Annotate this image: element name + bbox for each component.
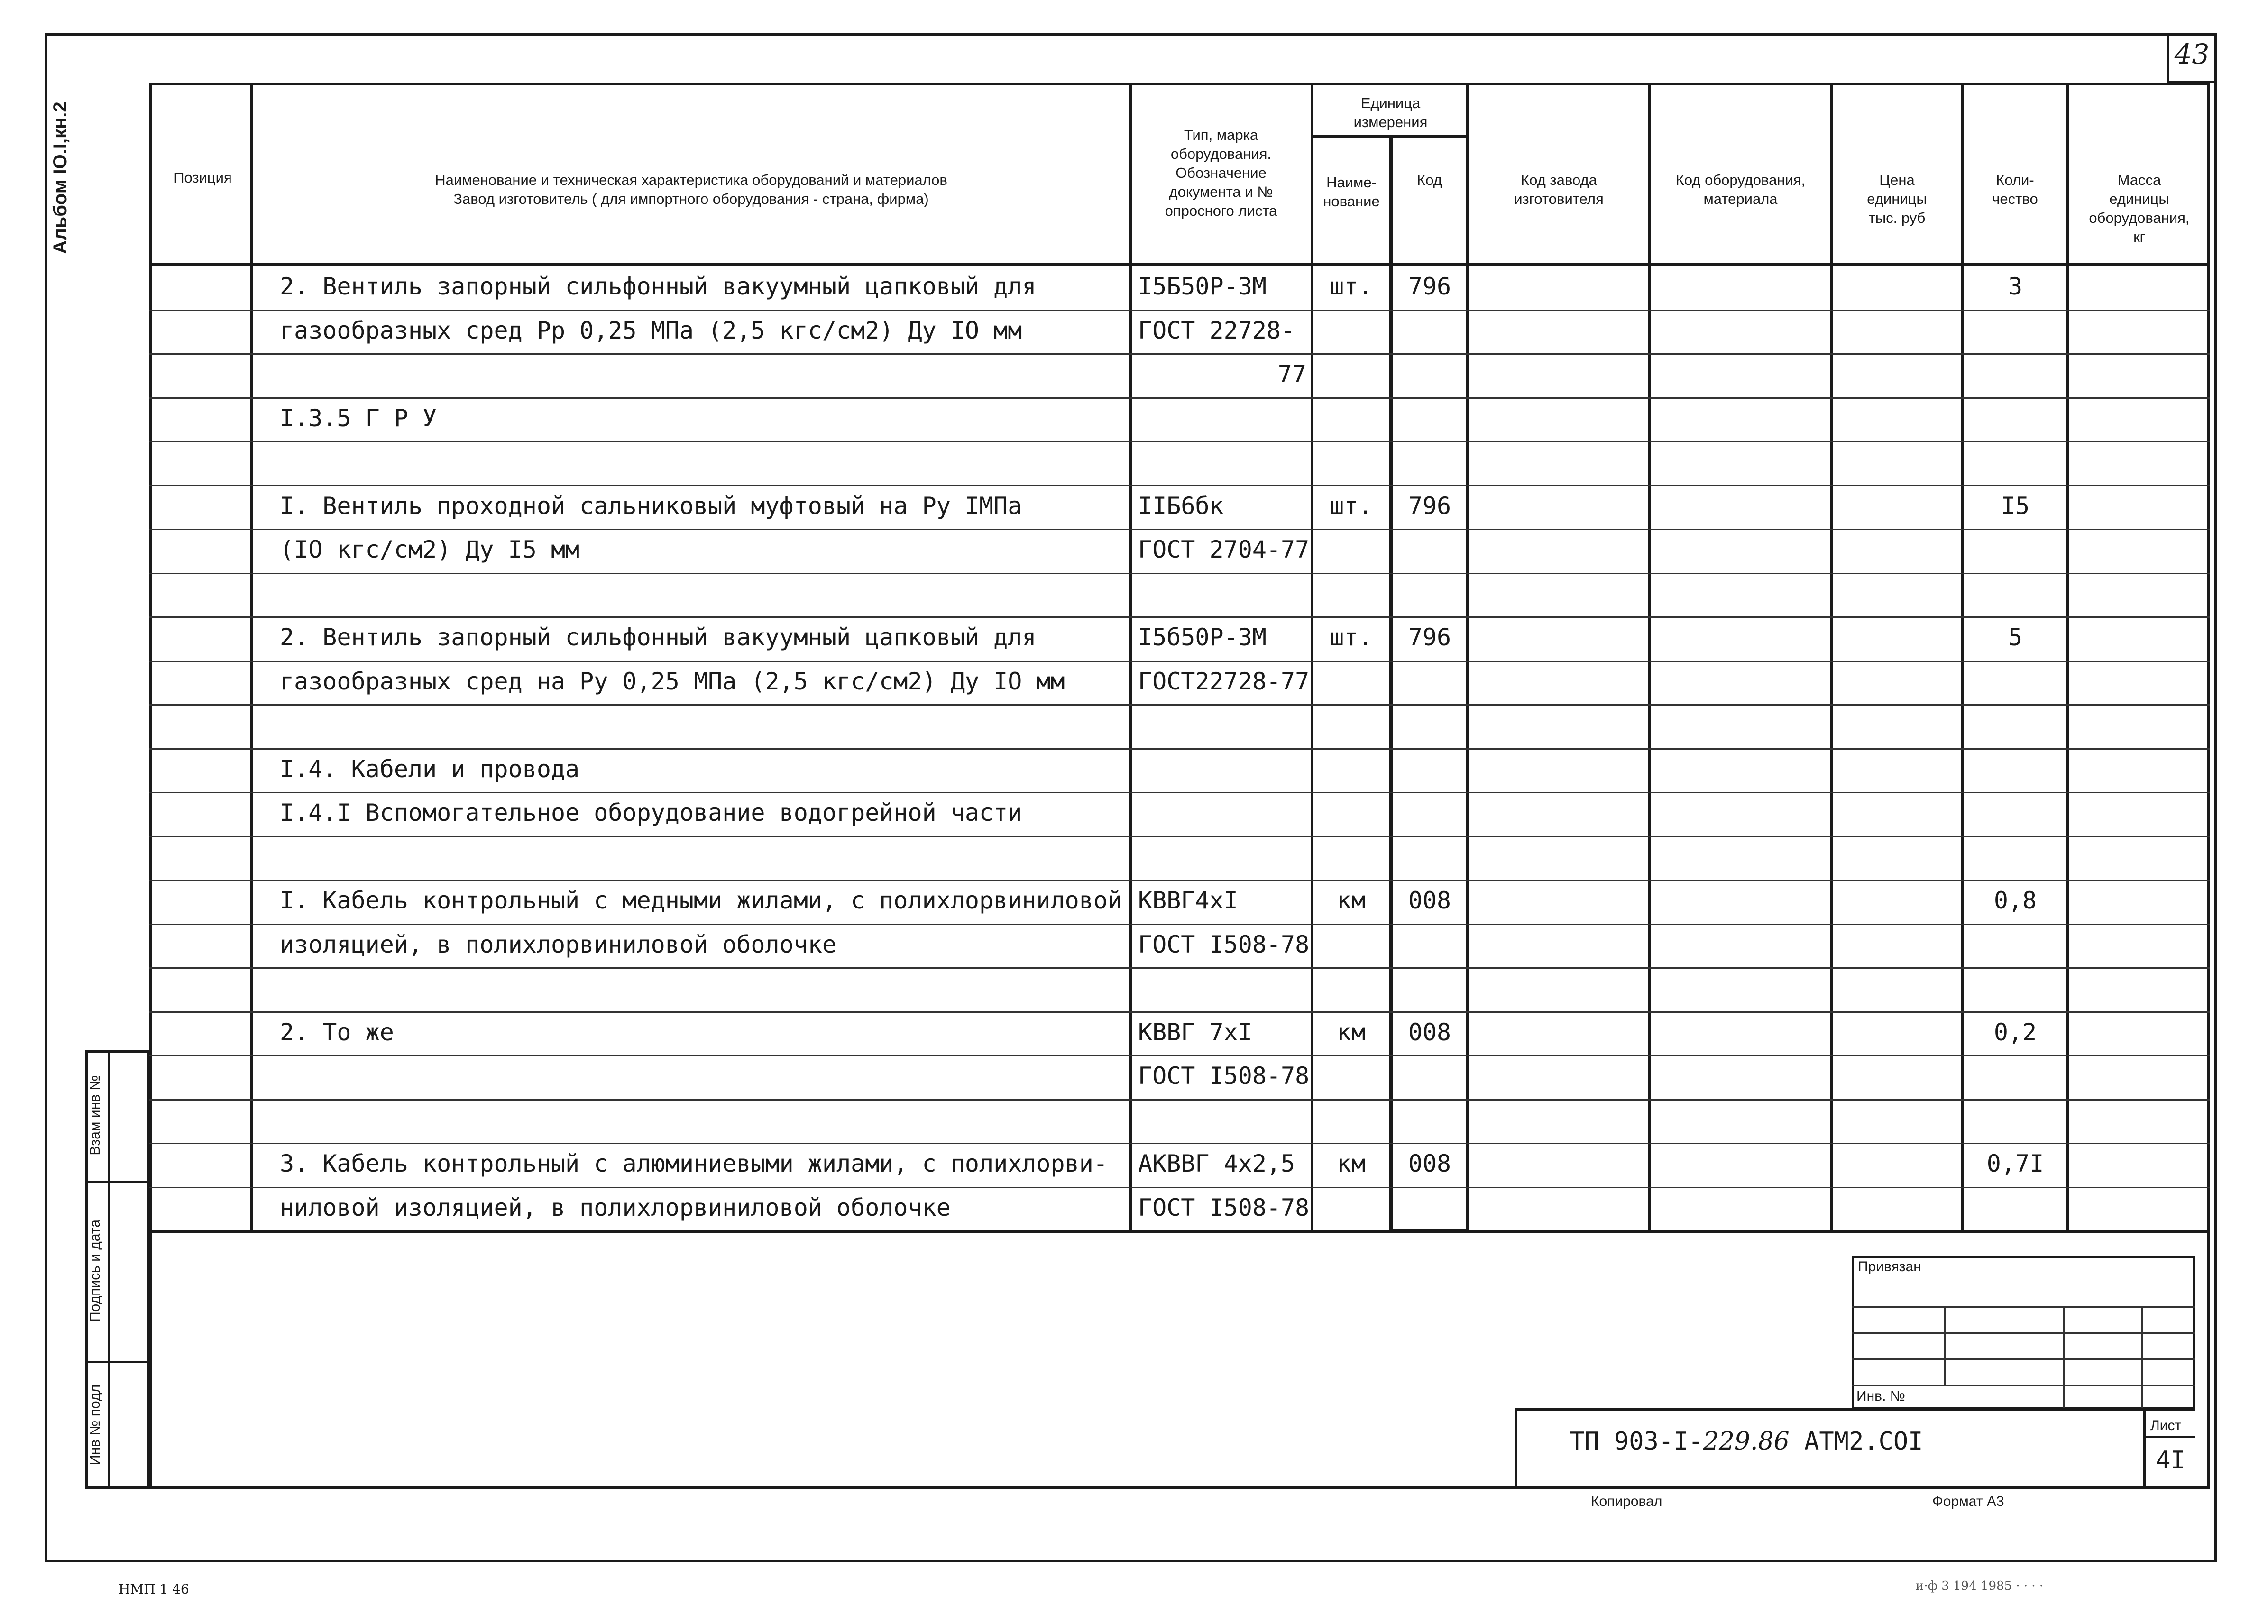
header-name: Наименование и техническая характеристика оборудований и материалов Завод изготовитель ( для импортного оборудования - страна, фирма) <box>435 172 947 207</box>
row-code: 008 <box>1408 1018 1451 1046</box>
row-name: I. Вентиль проходной сальниковый муфтовый на Ру IМПа <box>280 492 1022 520</box>
header-factory-code: Код завода изготовителя <box>1514 172 1604 207</box>
row-unit: шт. <box>1330 624 1373 651</box>
row-name: I.3.5 Г Р У <box>280 404 437 432</box>
row-separator <box>149 1187 2210 1188</box>
kopiroval-label: Копировал <box>1591 1494 1662 1509</box>
row-type: АКВВГ 4х2,5 <box>1138 1150 1295 1177</box>
row-separator <box>149 967 2210 969</box>
row-name: I.4. Кабели и провода <box>280 755 580 783</box>
row-name: (IO кгс/см2) Ду I5 мм <box>280 536 580 563</box>
header-quantity: Коли- чество <box>1992 172 2038 207</box>
row-separator <box>149 397 2210 399</box>
sheet-label: Лист <box>2150 1418 2182 1433</box>
doc-code-suffix: АТМ2.COI <box>1804 1427 1923 1456</box>
row-code: 796 <box>1408 273 1451 300</box>
row-type: I5Б50Р-3М <box>1138 273 1267 300</box>
row-name: I.4.I Вспомогательное оборудование водогрейной части <box>280 799 1022 826</box>
row-type: IIБ6бк <box>1138 492 1224 520</box>
doc-code <box>1570 1427 1923 1456</box>
inv-no-label: Инв. № <box>1856 1388 1905 1404</box>
row-unit: шт. <box>1330 492 1373 520</box>
row-quantity: 0,8 <box>1993 887 2037 914</box>
row-separator <box>149 748 2210 750</box>
row-separator <box>149 573 2210 574</box>
row-separator <box>149 353 2210 355</box>
row-name: 2. То же <box>280 1018 394 1046</box>
row-separator <box>149 704 2210 706</box>
header-mass: Масса единицы оборудования, кг <box>2089 172 2190 245</box>
doc-code-prefix: ТП 903-I- <box>1570 1427 1703 1456</box>
row-quantity: I5 <box>2001 492 2030 520</box>
row-separator <box>149 529 2210 530</box>
row-name: ниловой изоляцией, в полихлорвиниловой оболочке <box>280 1194 951 1221</box>
doc-code-handwritten: 229.86 <box>1703 1427 1790 1456</box>
row-unit: км <box>1337 1150 1366 1177</box>
row-type: ГОСТ22728-77 <box>1138 668 1310 695</box>
row-separator <box>149 310 2210 311</box>
privyazan-label: Привязан <box>1858 1259 1921 1275</box>
bottom-left-code: НМП 1 46 <box>119 1581 189 1597</box>
header-equip-code: Код оборудования, материала <box>1675 172 1806 207</box>
row-type: ГОСТ I508-78 <box>1138 931 1310 958</box>
row-code: 008 <box>1408 1150 1451 1177</box>
row-separator <box>149 1055 2210 1056</box>
row-type: I5б50Р-3М <box>1138 624 1267 651</box>
row-name: газообразных сред Рр 0,25 МПа (2,5 кгс/см2) Ду IO мм <box>280 317 1022 344</box>
row-quantity: 0,7I <box>1986 1150 2044 1177</box>
format-label: Формат А3 <box>1932 1494 2004 1509</box>
doc-code-spacer <box>1790 1427 1804 1456</box>
album-label: Альбом IO.I,кн.2 <box>50 101 71 254</box>
row-type: ГОСТ 22728- <box>1138 317 1295 344</box>
row-quantity: 3 <box>2008 273 2023 300</box>
bottom-right-code: и·ф 3 194 1985 · · · · <box>1916 1579 2044 1593</box>
row-separator <box>149 1011 2210 1013</box>
row-name: 3. Кабель контрольный с алюминиевыми жилами, с полихлорви- <box>280 1150 1108 1177</box>
row-unit: км <box>1337 1018 1366 1046</box>
row-name: изоляцией, в полихлорвиниловой оболочке <box>280 931 836 958</box>
row-separator <box>149 924 2210 925</box>
header-type: Тип, марка оборудования. Обозначение документа и № опросного листа <box>1165 127 1277 219</box>
row-unit: шт. <box>1330 273 1373 300</box>
row-name: I. Кабель контрольный с медными жилами, с полихлорвиниловой <box>280 887 1122 914</box>
row-type: КВВГ 7хI <box>1138 1018 1252 1046</box>
row-separator <box>149 1143 2210 1144</box>
row-separator <box>149 441 2210 442</box>
row-separator <box>149 661 2210 662</box>
row-code: 796 <box>1408 624 1451 651</box>
row-name: 2. Вентиль запорный сильфонный вакуумный цапковый для <box>280 624 1037 651</box>
header-unit-name: Наиме- нование <box>1323 174 1380 210</box>
header-position: Позиция <box>174 169 232 186</box>
row-separator <box>149 616 2210 618</box>
side-inv-podl: Инв № подл <box>87 1384 103 1466</box>
row-type: ГОСТ 2704-77 <box>1138 536 1310 563</box>
row-type: ГОСТ I508-78 <box>1138 1194 1310 1221</box>
row-type: 77 <box>1277 360 1306 388</box>
row-code: 008 <box>1408 887 1451 914</box>
row-name: газообразных сред на Ру 0,25 МПа (2,5 кгс/см2) Ду IO мм <box>280 668 1065 695</box>
header-unit-code: Код <box>1417 172 1442 188</box>
row-name: 2. Вентиль запорный сильфонный вакуумный цапковый для <box>280 273 1037 300</box>
row-separator <box>149 485 2210 486</box>
page-number: 43 <box>2174 38 2210 70</box>
header-unit: Единица измерения <box>1353 95 1428 130</box>
row-separator <box>149 1099 2210 1101</box>
sheet-number: 4I <box>2156 1446 2185 1475</box>
row-separator <box>149 792 2210 793</box>
row-code: 796 <box>1408 492 1451 520</box>
row-type: КВВГ4хI <box>1138 887 1238 914</box>
row-separator <box>149 836 2210 837</box>
side-vzam: Взам инв № <box>87 1075 103 1156</box>
header-price: Цена единицы тыс. руб <box>1867 172 1927 226</box>
side-podpis: Подпись и дата <box>87 1220 103 1322</box>
row-separator <box>149 880 2210 881</box>
row-quantity: 5 <box>2008 624 2023 651</box>
row-type: ГОСТ I508-78 <box>1138 1062 1310 1090</box>
row-quantity: 0,2 <box>1993 1018 2037 1046</box>
row-unit: км <box>1337 887 1366 914</box>
